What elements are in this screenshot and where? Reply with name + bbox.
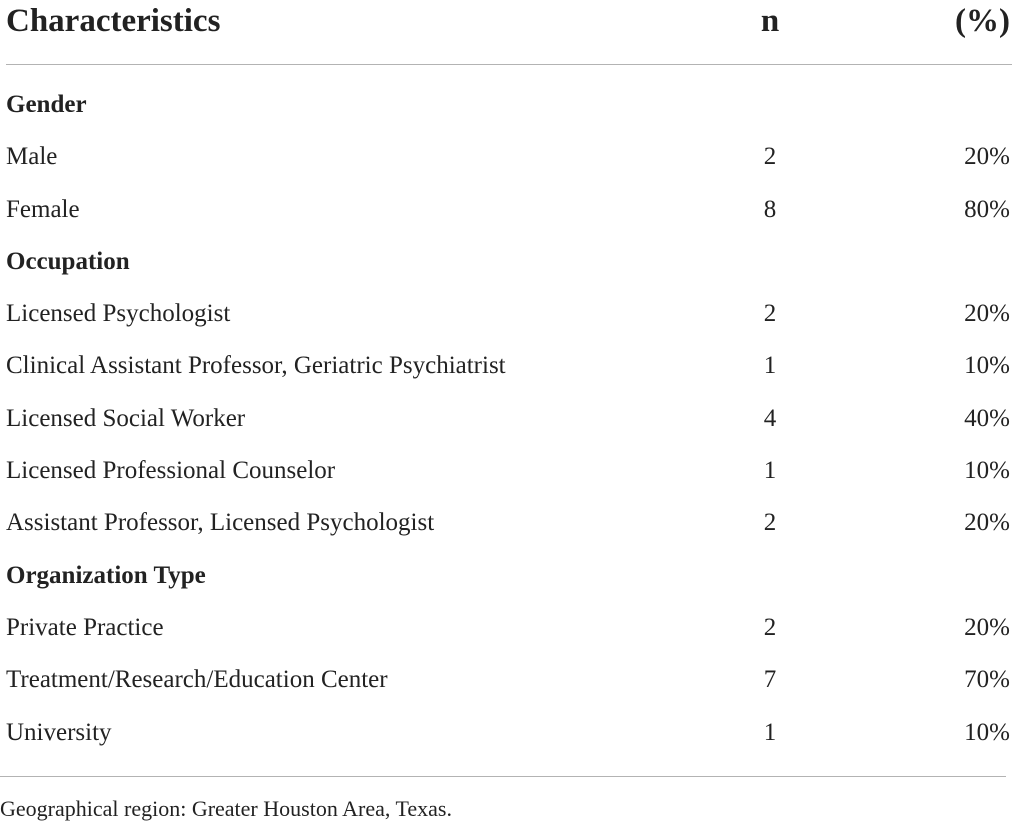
row-percent: 10%: [964, 352, 1010, 380]
section-label: Occupation: [6, 247, 130, 275]
row-count: 2: [763, 613, 777, 641]
column-header-n: n: [760, 3, 780, 39]
row-label: Clinical Assistant Professor, Geriatric Psychiatrist: [6, 352, 506, 380]
row-label: Female: [6, 195, 80, 223]
row-percent: 20%: [964, 143, 1010, 171]
section-header-row: [6, 239, 1012, 291]
table-header: [6, 0, 1012, 65]
row-count: 1: [763, 457, 777, 485]
row-label: Licensed Social Worker: [6, 404, 246, 432]
row-count: 2: [763, 509, 777, 537]
row-label: Assistant Professor, Licensed Psychologist: [6, 509, 435, 537]
table-footnote: Geographical region: Greater Houston Area, Texas.: [0, 796, 452, 821]
table-row: [6, 657, 1012, 709]
row-count: 1: [763, 718, 777, 746]
table-row: [6, 187, 1012, 239]
table-row: [6, 134, 1012, 186]
row-label: Licensed Professional Counselor: [6, 457, 336, 485]
table-bottom-rule: [0, 776, 1006, 777]
row-percent: 20%: [964, 300, 1010, 328]
table-row: [6, 605, 1012, 657]
row-percent: 20%: [964, 509, 1010, 537]
section-label: Gender: [6, 91, 87, 118]
row-percent: 10%: [964, 457, 1010, 485]
row-count: 7: [763, 666, 777, 694]
section-header-row: [6, 82, 1012, 134]
table-row: [6, 343, 1012, 395]
section-label: Organization Type: [6, 561, 206, 589]
row-percent: 20%: [964, 613, 1010, 641]
row-count: 1: [763, 352, 777, 380]
column-header-characteristics: Characteristics: [6, 3, 221, 39]
row-count: 8: [763, 195, 777, 223]
table-body: [6, 65, 1012, 762]
row-label: Male: [6, 143, 58, 171]
row-percent: 10%: [964, 718, 1010, 746]
table-row: [6, 710, 1012, 762]
row-count: 2: [763, 300, 777, 328]
section-header-row: [6, 553, 1012, 605]
column-header-percent: (%): [955, 3, 1010, 39]
row-label: Private Practice: [6, 613, 164, 641]
table-row: [6, 448, 1012, 500]
row-percent: 80%: [964, 195, 1010, 223]
row-percent: 40%: [964, 404, 1010, 432]
row-count: 4: [763, 404, 777, 432]
row-label: Licensed Psychologist: [6, 300, 231, 328]
row-count: 2: [763, 143, 777, 171]
table-row: [6, 396, 1012, 448]
row-label: University: [6, 718, 112, 746]
row-percent: 70%: [964, 666, 1010, 694]
row-label: Treatment/Research/Education Center: [6, 666, 388, 694]
table-row: [6, 291, 1012, 343]
table-row: [6, 500, 1012, 552]
characteristics-table: [6, 0, 1012, 762]
